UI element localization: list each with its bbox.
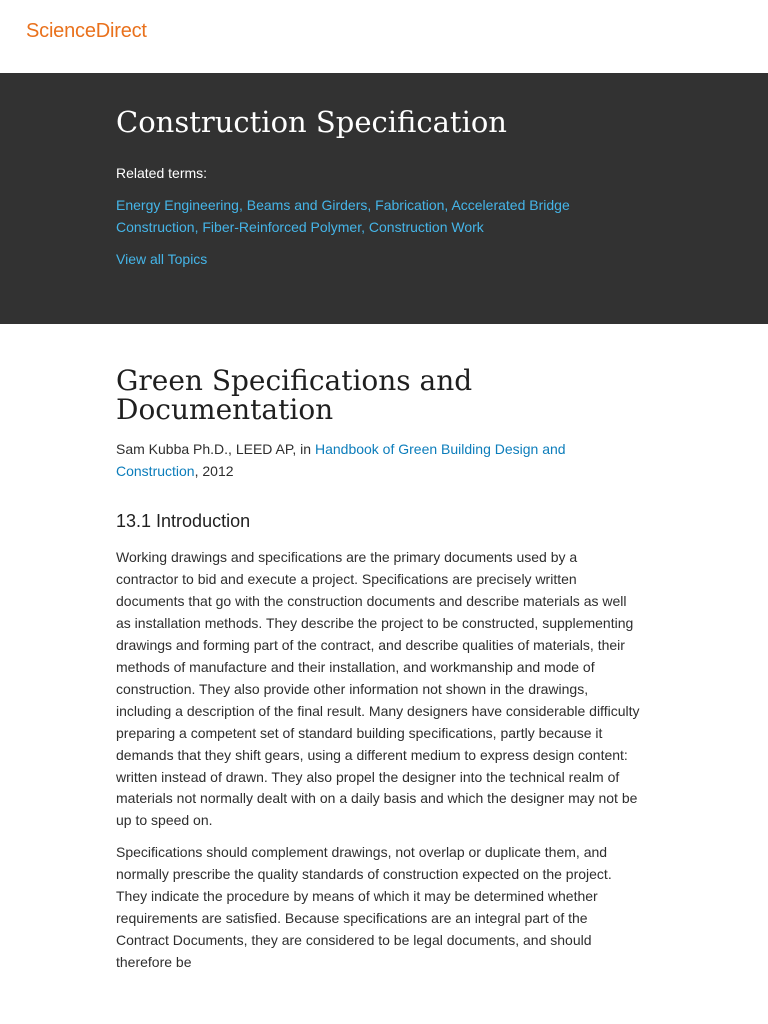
topic-header xyxy=(0,73,768,324)
related-term-link[interactable]: Accelerated Bridge Construction xyxy=(116,197,570,235)
section-heading: 13.1 Introduction xyxy=(116,511,251,531)
related-term-link[interactable]: Fabrication xyxy=(375,197,445,213)
related-term-separator: , xyxy=(367,197,376,213)
related-term-link[interactable]: Beams and Girders xyxy=(246,197,368,213)
related-term-link[interactable]: Construction Work xyxy=(368,219,484,235)
sciencedirect-logo[interactable]: ScienceDirect xyxy=(26,20,147,42)
topic-header-content xyxy=(116,73,642,269)
related-term-separator: , xyxy=(361,219,369,235)
related-term-separator: , xyxy=(444,197,452,213)
related-term-link[interactable]: Energy Engineering xyxy=(116,197,239,213)
chapter-year: , 2012 xyxy=(194,463,234,479)
view-all-topics-link[interactable]: View all Topics xyxy=(116,251,208,267)
book-link[interactable]: Handbook of Green Building Design and Construction xyxy=(116,441,566,479)
topic-title: Construction Specification xyxy=(116,105,507,139)
related-terms-label: Related terms: xyxy=(116,165,208,181)
chapter-citation xyxy=(116,438,642,482)
body-paragraph: Specifications should complement drawings, not overlap or duplicate them, and normally prescribe the quality standards of construction expected on the project. They indicate the procedure by means of which it may be determined whether requirements are satisfied. Because specifications are an integral part of the Contract Documents, they are considered to be legal documents, and should therefore be xyxy=(116,844,612,971)
related-term-separator: , xyxy=(194,219,203,235)
chapter-content xyxy=(116,366,642,974)
related-terms-list xyxy=(116,194,642,238)
related-term-separator: , xyxy=(238,197,247,213)
chapter-title[interactable]: Green Specifications and Documentation xyxy=(116,364,473,426)
body-paragraph: Working drawings and specifications are the primary documents used by a contractor to bid and execute a project. Specifications are precisely written documents that go with the construction documents and describe materials as well as installation methods. They describe the project to be constructed, supplementing drawings and forming part of the contract, and describe qualities of materials, their methods of manufacture and their installation, and workmanship and mode of construction. They also provide other information not shown in the drawings, including a description of the final result. Many designers have considerable difficulty preparing a competent set of standard building specifications, partly because it demands that they shift gears, using a different medium to express design content: written instead of drawn. They also propel the designer into the technical realm of materials not normally dealt with on a daily basis and which the designer may not be up to speed on. xyxy=(116,549,640,829)
related-term-link[interactable]: Fiber-Reinforced Polymer xyxy=(202,219,362,235)
chapter-author: Sam Kubba Ph.D., LEED AP, in xyxy=(116,441,315,457)
top-bar xyxy=(0,0,768,73)
